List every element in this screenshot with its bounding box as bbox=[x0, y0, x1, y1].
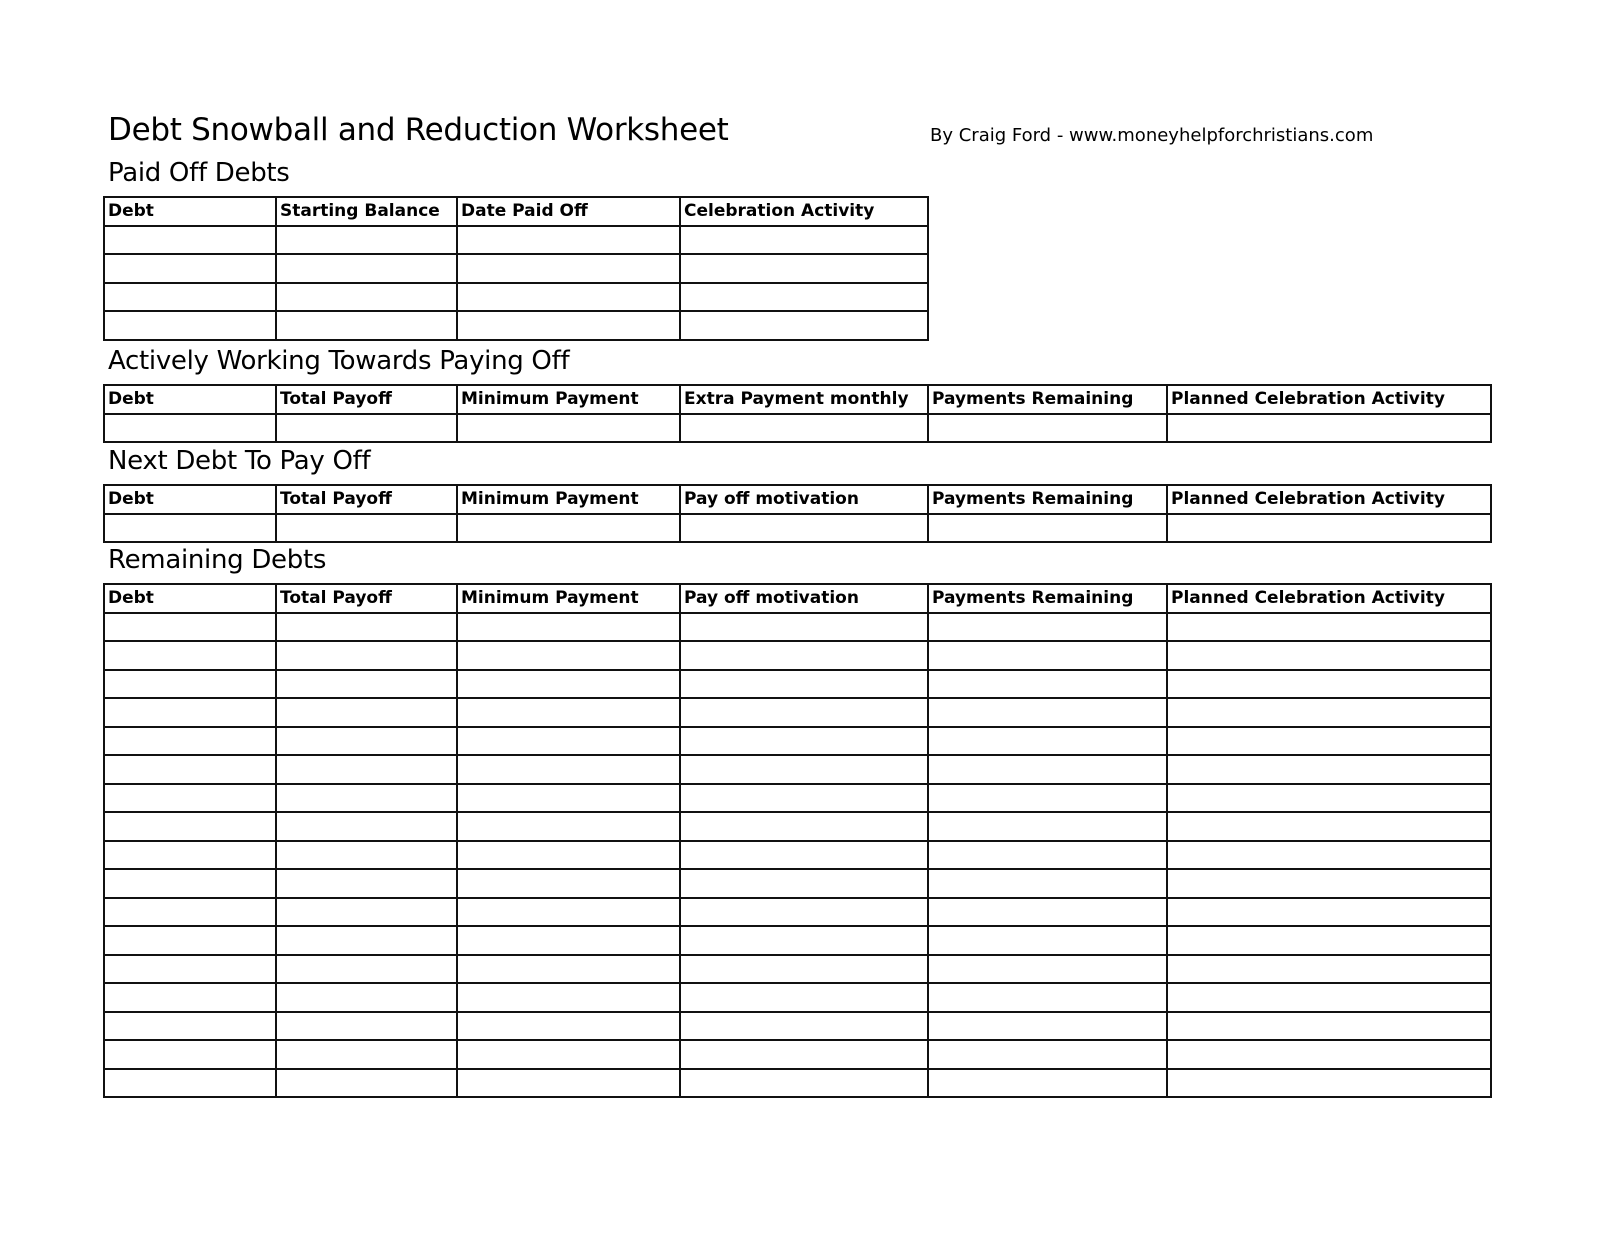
table-cell[interactable] bbox=[457, 1069, 680, 1098]
table-cell[interactable] bbox=[457, 955, 680, 984]
column-header: Starting Balance bbox=[276, 197, 457, 226]
table-cell[interactable] bbox=[104, 784, 276, 813]
table-cell[interactable] bbox=[276, 698, 457, 727]
table-cell[interactable] bbox=[457, 226, 680, 255]
table-cell[interactable] bbox=[1167, 641, 1491, 670]
table-cell[interactable] bbox=[1167, 812, 1491, 841]
table-cell[interactable] bbox=[928, 641, 1167, 670]
table-cell[interactable] bbox=[680, 283, 928, 312]
table-row bbox=[104, 812, 1491, 841]
header-row bbox=[104, 584, 1491, 613]
table-cell[interactable] bbox=[1167, 670, 1491, 699]
table-cell[interactable] bbox=[680, 1040, 928, 1069]
table-cell[interactable] bbox=[457, 254, 680, 283]
column-header: Celebration Activity bbox=[680, 197, 928, 226]
table-cell[interactable] bbox=[276, 812, 457, 841]
column-header: Total Payoff bbox=[276, 385, 457, 414]
table-row bbox=[104, 311, 928, 340]
table-cell[interactable] bbox=[1167, 414, 1491, 443]
table-row bbox=[104, 1069, 1491, 1098]
table-cell[interactable] bbox=[276, 983, 457, 1012]
table-cell[interactable] bbox=[928, 898, 1167, 927]
table-cell[interactable] bbox=[276, 1069, 457, 1098]
table-cell[interactable] bbox=[680, 311, 928, 340]
section-title-remaining: Remaining Debts bbox=[108, 545, 327, 575]
table-cell[interactable] bbox=[928, 414, 1167, 443]
table-cell[interactable] bbox=[1167, 613, 1491, 642]
table-cell[interactable] bbox=[457, 755, 680, 784]
table-cell[interactable] bbox=[457, 670, 680, 699]
table-row bbox=[104, 613, 1491, 642]
table-row bbox=[104, 254, 928, 283]
table-cell[interactable] bbox=[1167, 926, 1491, 955]
remaining-debts-table bbox=[103, 583, 1492, 1098]
table-cell[interactable] bbox=[276, 613, 457, 642]
table-cell[interactable] bbox=[1167, 869, 1491, 898]
table-cell[interactable] bbox=[928, 698, 1167, 727]
column-header: Planned Celebration Activity bbox=[1167, 385, 1491, 414]
table-cell[interactable] bbox=[1167, 1069, 1491, 1098]
table-cell[interactable] bbox=[680, 983, 928, 1012]
table-row bbox=[104, 755, 1491, 784]
table-cell[interactable] bbox=[1167, 983, 1491, 1012]
table-cell[interactable] bbox=[276, 869, 457, 898]
table-cell[interactable] bbox=[928, 841, 1167, 870]
table-cell[interactable] bbox=[928, 1040, 1167, 1069]
column-header: Total Payoff bbox=[276, 485, 457, 514]
table-cell[interactable] bbox=[104, 898, 276, 927]
table-cell[interactable] bbox=[1167, 514, 1491, 543]
actively-working-table bbox=[103, 384, 1492, 443]
table-cell[interactable] bbox=[680, 727, 928, 756]
table-row bbox=[104, 955, 1491, 984]
table-row bbox=[104, 869, 1491, 898]
table-cell[interactable] bbox=[104, 983, 276, 1012]
table-cell[interactable] bbox=[276, 898, 457, 927]
table-cell[interactable] bbox=[457, 841, 680, 870]
table-cell[interactable] bbox=[928, 1012, 1167, 1041]
table-cell[interactable] bbox=[928, 727, 1167, 756]
table-cell[interactable] bbox=[457, 613, 680, 642]
table-cell[interactable] bbox=[104, 1040, 276, 1069]
table-cell[interactable] bbox=[928, 670, 1167, 699]
column-header: Pay off motivation bbox=[680, 584, 928, 613]
table-cell[interactable] bbox=[680, 254, 928, 283]
table-cell[interactable] bbox=[680, 955, 928, 984]
column-header: Planned Celebration Activity bbox=[1167, 485, 1491, 514]
table-cell[interactable] bbox=[276, 1040, 457, 1069]
paid-off-debts-table bbox=[103, 196, 929, 341]
table-cell[interactable] bbox=[276, 755, 457, 784]
byline: By Craig Ford - www.moneyhelpforchristians.com bbox=[930, 125, 1374, 146]
table-cell[interactable] bbox=[680, 869, 928, 898]
table-cell[interactable] bbox=[457, 414, 680, 443]
table-row bbox=[104, 283, 928, 312]
table-cell[interactable] bbox=[276, 841, 457, 870]
table-cell[interactable] bbox=[680, 641, 928, 670]
table-cell[interactable] bbox=[680, 670, 928, 699]
table-cell[interactable] bbox=[928, 755, 1167, 784]
table-row bbox=[104, 784, 1491, 813]
table-cell[interactable] bbox=[457, 898, 680, 927]
table-cell[interactable] bbox=[680, 1069, 928, 1098]
table-cell[interactable] bbox=[276, 955, 457, 984]
table-cell[interactable] bbox=[457, 1012, 680, 1041]
table-row bbox=[104, 226, 928, 255]
table-cell[interactable] bbox=[680, 841, 928, 870]
column-header: Extra Payment monthly bbox=[680, 385, 928, 414]
table-row bbox=[104, 670, 1491, 699]
table-cell[interactable] bbox=[928, 1069, 1167, 1098]
table-cell[interactable] bbox=[457, 869, 680, 898]
column-header: Minimum Payment bbox=[457, 385, 680, 414]
table-cell[interactable] bbox=[276, 514, 457, 543]
table-row bbox=[104, 514, 1491, 543]
table-cell[interactable] bbox=[1167, 755, 1491, 784]
table-cell[interactable] bbox=[680, 613, 928, 642]
table-row bbox=[104, 698, 1491, 727]
table-row bbox=[104, 641, 1491, 670]
table-cell[interactable] bbox=[457, 311, 680, 340]
table-cell[interactable] bbox=[276, 670, 457, 699]
column-header: Pay off motivation bbox=[680, 485, 928, 514]
table-cell[interactable] bbox=[276, 226, 457, 255]
table-cell[interactable] bbox=[104, 613, 276, 642]
table-cell[interactable] bbox=[104, 1069, 276, 1098]
table-cell[interactable] bbox=[276, 784, 457, 813]
table-cell[interactable] bbox=[104, 1012, 276, 1041]
table-cell[interactable] bbox=[1167, 898, 1491, 927]
table-cell[interactable] bbox=[104, 727, 276, 756]
column-header: Date Paid Off bbox=[457, 197, 680, 226]
table-cell[interactable] bbox=[457, 283, 680, 312]
page-title: Debt Snowball and Reduction Worksheet bbox=[108, 112, 729, 148]
column-header: Planned Celebration Activity bbox=[1167, 584, 1491, 613]
column-header: Payments Remaining bbox=[928, 485, 1167, 514]
column-header: Payments Remaining bbox=[928, 584, 1167, 613]
table-row bbox=[104, 1040, 1491, 1069]
table-cell[interactable] bbox=[104, 226, 276, 255]
table-cell[interactable] bbox=[928, 926, 1167, 955]
table-row bbox=[104, 926, 1491, 955]
table-cell[interactable] bbox=[928, 869, 1167, 898]
section-title-actively-working: Actively Working Towards Paying Off bbox=[108, 346, 570, 376]
table-cell[interactable] bbox=[1167, 955, 1491, 984]
section-title-paid-off: Paid Off Debts bbox=[108, 158, 290, 188]
section-title-next-debt: Next Debt To Pay Off bbox=[108, 446, 371, 476]
table-cell[interactable] bbox=[1167, 784, 1491, 813]
table-cell[interactable] bbox=[1167, 727, 1491, 756]
table-cell[interactable] bbox=[928, 514, 1167, 543]
table-cell[interactable] bbox=[680, 226, 928, 255]
table-cell[interactable] bbox=[457, 983, 680, 1012]
table-cell[interactable] bbox=[276, 254, 457, 283]
table-cell[interactable] bbox=[928, 955, 1167, 984]
table-cell[interactable] bbox=[680, 784, 928, 813]
table-cell[interactable] bbox=[104, 869, 276, 898]
table-cell[interactable] bbox=[457, 926, 680, 955]
header-row bbox=[104, 485, 1491, 514]
table-row bbox=[104, 841, 1491, 870]
table-cell[interactable] bbox=[928, 983, 1167, 1012]
table-cell[interactable] bbox=[457, 698, 680, 727]
table-cell[interactable] bbox=[104, 254, 276, 283]
table-cell[interactable] bbox=[1167, 1040, 1491, 1069]
table-cell[interactable] bbox=[104, 641, 276, 670]
column-header: Debt bbox=[104, 485, 276, 514]
table-row bbox=[104, 983, 1491, 1012]
header-row bbox=[104, 385, 1491, 414]
table-cell[interactable] bbox=[104, 926, 276, 955]
table-cell[interactable] bbox=[276, 311, 457, 340]
header-row bbox=[104, 197, 928, 226]
table-cell[interactable] bbox=[104, 670, 276, 699]
column-header: Debt bbox=[104, 385, 276, 414]
table-cell[interactable] bbox=[1167, 841, 1491, 870]
table-cell[interactable] bbox=[680, 514, 928, 543]
table-cell[interactable] bbox=[680, 898, 928, 927]
next-debt-table bbox=[103, 484, 1492, 543]
table-cell[interactable] bbox=[276, 641, 457, 670]
table-cell[interactable] bbox=[457, 641, 680, 670]
table-cell[interactable] bbox=[680, 698, 928, 727]
table-cell[interactable] bbox=[104, 755, 276, 784]
table-cell[interactable] bbox=[457, 514, 680, 543]
table-cell[interactable] bbox=[104, 812, 276, 841]
table-cell[interactable] bbox=[104, 283, 276, 312]
table-cell[interactable] bbox=[276, 926, 457, 955]
table-cell[interactable] bbox=[104, 955, 276, 984]
column-header: Debt bbox=[104, 197, 276, 226]
table-cell[interactable] bbox=[457, 812, 680, 841]
table-cell[interactable] bbox=[104, 311, 276, 340]
table-cell[interactable] bbox=[457, 784, 680, 813]
table-cell[interactable] bbox=[276, 727, 457, 756]
column-header: Debt bbox=[104, 584, 276, 613]
column-header: Minimum Payment bbox=[457, 584, 680, 613]
table-cell[interactable] bbox=[276, 414, 457, 443]
column-header: Total Payoff bbox=[276, 584, 457, 613]
table-cell[interactable] bbox=[680, 414, 928, 443]
column-header: Payments Remaining bbox=[928, 385, 1167, 414]
table-cell[interactable] bbox=[680, 812, 928, 841]
table-cell[interactable] bbox=[680, 926, 928, 955]
table-row bbox=[104, 727, 1491, 756]
table-cell[interactable] bbox=[276, 1012, 457, 1041]
table-cell[interactable] bbox=[928, 613, 1167, 642]
table-cell[interactable] bbox=[1167, 698, 1491, 727]
table-cell[interactable] bbox=[104, 414, 276, 443]
column-header: Minimum Payment bbox=[457, 485, 680, 514]
table-row bbox=[104, 414, 1491, 443]
table-cell[interactable] bbox=[928, 784, 1167, 813]
table-cell[interactable] bbox=[104, 698, 276, 727]
table-cell[interactable] bbox=[1167, 1012, 1491, 1041]
table-cell[interactable] bbox=[104, 514, 276, 543]
table-row bbox=[104, 1012, 1491, 1041]
table-cell[interactable] bbox=[680, 755, 928, 784]
table-cell[interactable] bbox=[928, 812, 1167, 841]
table-cell[interactable] bbox=[680, 1012, 928, 1041]
table-cell[interactable] bbox=[457, 1040, 680, 1069]
table-cell[interactable] bbox=[457, 727, 680, 756]
table-row bbox=[104, 898, 1491, 927]
table-cell[interactable] bbox=[276, 283, 457, 312]
table-cell[interactable] bbox=[104, 841, 276, 870]
